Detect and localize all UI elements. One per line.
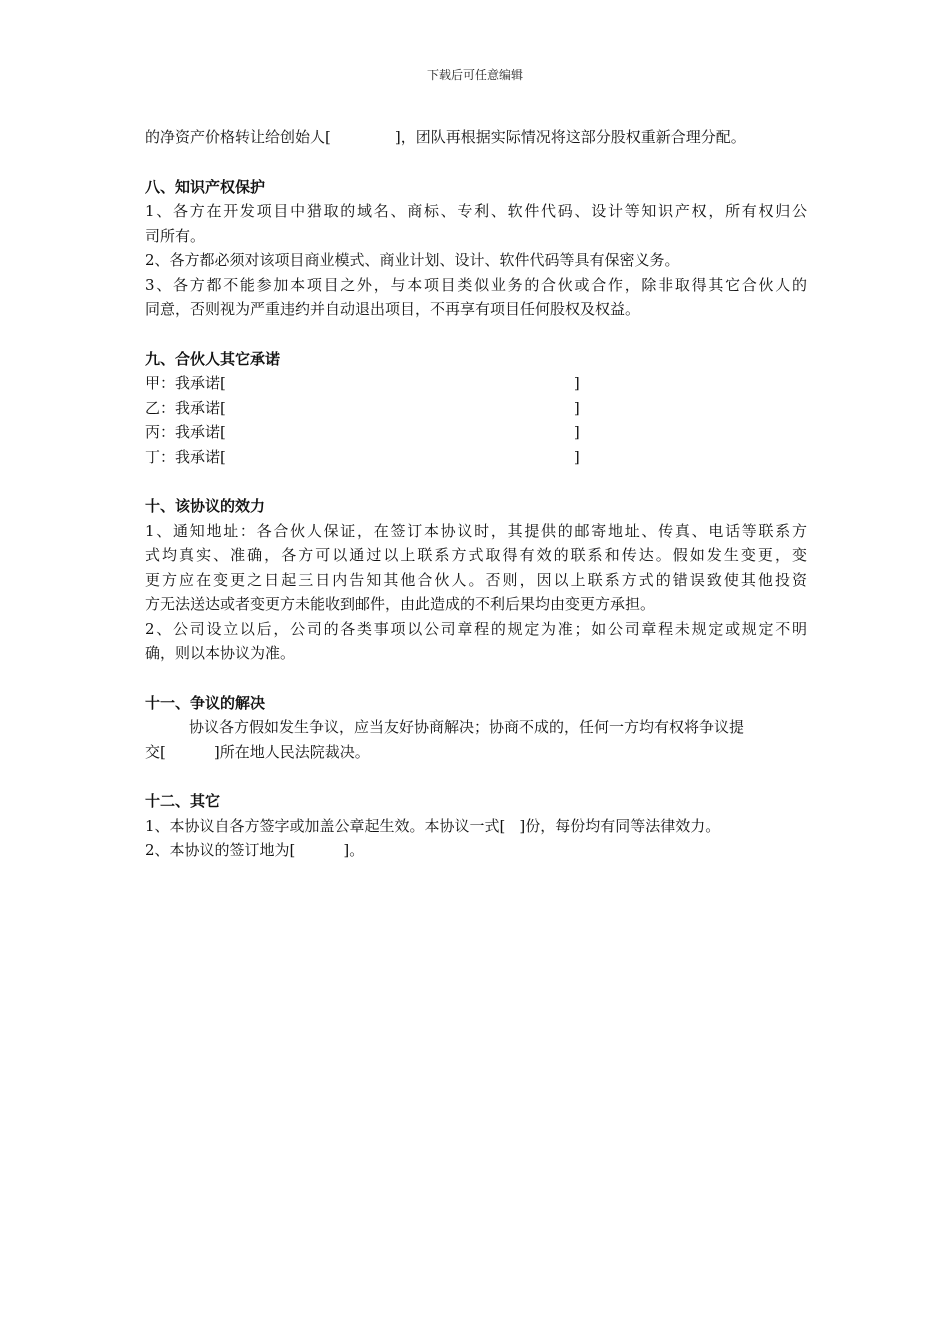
section12-item2 <box>145 838 807 863</box>
section12-item2-before: 2、本协议的签订地为[ <box>145 841 296 859</box>
spacer <box>145 322 807 347</box>
section10-item1-line1: 1、通知地址：各合伙人保证，在签订本协议时，其提供的邮寄地址、传真、电话等联系方 <box>145 521 807 540</box>
section11-line2-after: ]所在地人民法院裁决。 <box>213 742 370 761</box>
promise-line-jia <box>145 371 807 396</box>
promise-label: 丁：我承诺[ <box>145 447 226 466</box>
section10-item1-line2: 式均真实、准确，各方可以通过以上联系方式取得有效的联系和传达。假如发生变更，变 <box>145 546 807 564</box>
section12-item1-after: ]份，每份均有同等法律效力。 <box>519 816 721 835</box>
spacer <box>145 469 807 494</box>
section12-item2-after: ]。 <box>343 841 365 859</box>
spacer <box>145 666 807 691</box>
section8-item2: 2、各方都必须对该项目商业模式、商业计划、设计、软件代码等具有保密义务。 <box>145 251 680 269</box>
promise-bracket: ] <box>573 398 580 417</box>
promise-bracket: ] <box>573 447 580 466</box>
spacer <box>145 764 807 789</box>
promise-label: 乙：我承诺[ <box>145 398 226 417</box>
promise-bracket: ] <box>573 374 580 392</box>
section12-item1-before: 1、本协议自各方签字或加盖公章起生效。本协议一式[ <box>145 816 506 835</box>
section11-title: 十一、争议的解决 <box>145 693 266 712</box>
section10-title: 十、该协议的效力 <box>145 497 266 515</box>
section8-item1-line1: 1、各方在开发项目中猎取的域名、商标、专利、软件代码、设计等知识产权，所有权归公 <box>145 202 807 220</box>
promise-label: 甲：我承诺[ <box>145 374 226 392</box>
intro-text-before: 的净资产价格转让给创始人[ <box>145 128 331 146</box>
section8-item3-line1: 3、各方都不能参加本项目之外，与本项目类似业务的合伙或合作，除非取得其它合伙人的 <box>145 275 807 294</box>
intro-text-after: ]，团队再根据实际情况将这部分股权重新合理分配。 <box>394 128 746 146</box>
promise-line-yi <box>145 396 807 421</box>
section11-line1 <box>145 715 807 740</box>
section9-title: 九、合伙人其它承诺 <box>145 349 281 368</box>
section11-line2-before: 交[ <box>145 742 166 761</box>
document-body <box>145 125 807 863</box>
section10-item2-line1: 2、公司设立以后，公司的各类事项以公司章程的规定为准；如公司章程未规定或规定不明 <box>145 619 807 638</box>
section12-title: 十二、其它 <box>145 792 221 810</box>
spacer <box>145 150 807 175</box>
section8-title: 八、知识产权保护 <box>145 177 266 196</box>
section8-item1-line2: 司所有。 <box>145 226 206 245</box>
section11-line2 <box>145 740 807 765</box>
section12-item1 <box>145 814 807 839</box>
promise-bracket: ] <box>573 423 580 441</box>
section10-item2-line2: 确，则以本协议为准。 <box>145 644 296 662</box>
section11-line1-text: 协议各方假如发生争议，应当友好协商解决；协商不成的，任何一方均有权将争议提 <box>189 718 745 736</box>
section8-item3-line2: 同意，否则视为严重违约并自动退出项目，不再享有项目任何股权及权益。 <box>145 300 641 318</box>
page-header: 下载后可任意编辑 <box>426 68 523 82</box>
intro-paragraph <box>145 125 807 150</box>
promise-label: 丙：我承诺[ <box>145 423 226 441</box>
section10-item1-line3: 更方应在变更之日起三日内告知其他合伙人。否则，因以上联系方式的错误致使其他投资 <box>145 570 807 589</box>
section10-item1-line4: 方无法送达或者变更方未能收到邮件，由此造成的不利后果均由变更方承担。 <box>145 595 656 613</box>
promise-line-ding <box>145 445 807 470</box>
promise-line-bing <box>145 420 807 445</box>
